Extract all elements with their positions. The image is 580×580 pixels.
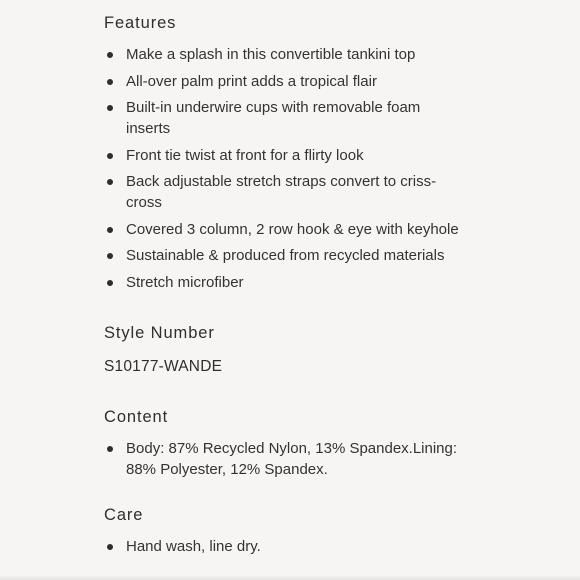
list-item [104,245,484,266]
bullet-icon [107,79,113,85]
features-heading: Features [104,14,177,32]
features-item-4: Front tie twist at front for a flirty look [126,146,364,164]
list-item [104,44,484,65]
bullet-icon [107,446,113,452]
bullet-icon [107,153,113,159]
features-item-7: Sustainable & produced from recycled materials [126,247,445,264]
care-item-1: Hand wash, line dry. [126,538,261,555]
bullet-icon [107,105,113,111]
list-item [104,171,484,213]
list-item [104,536,484,557]
care-list [104,536,484,557]
features-item-8: Stretch microfiber [126,273,244,291]
content-heading: Content [104,408,169,426]
content-item-1: Body: 87% Recycled Nylon, 13% Spandex.Lining: 88% Polyester, 12% Spandex. [126,440,458,478]
style-number-heading: Style Number [104,324,215,342]
style-number-value: S10177-WANDE [104,358,223,375]
list-item [104,219,484,240]
features-item-2: All-over palm print adds a tropical flair [126,72,377,90]
bullet-icon [107,544,113,550]
content-list [104,438,484,480]
list-item [104,145,484,166]
list-item [104,272,484,293]
bullet-icon [107,179,113,185]
features-item-5: Back adjustable stretch straps convert to criss-cross [126,173,437,211]
bullet-icon [107,52,113,58]
list-item [104,97,484,139]
bullet-icon [107,227,113,233]
features-item-3: Built-in underwire cups with removable foam inserts [126,99,421,137]
list-item [104,438,484,480]
features-item-6: Covered 3 column, 2 row hook & eye with keyhole [126,220,459,238]
bullet-icon [107,280,113,286]
care-heading: Care [104,506,144,524]
features-list [104,44,484,293]
features-item-1: Make a splash in this convertible tankini top [126,46,416,63]
bullet-icon [107,253,113,259]
list-item [104,71,484,92]
bottom-edge-shadow [0,575,580,580]
